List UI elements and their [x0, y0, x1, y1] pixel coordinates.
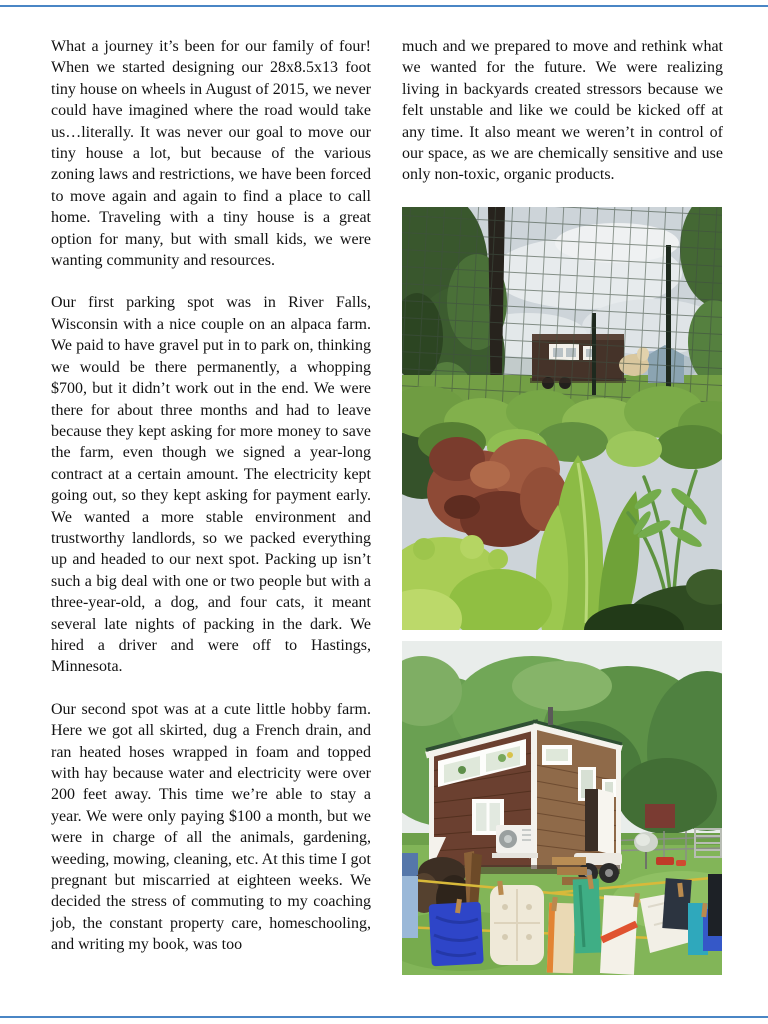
ac-unit	[492, 825, 538, 858]
open-door	[598, 789, 614, 855]
tiny-house-photo	[402, 641, 722, 975]
paragraph: Our first parking spot was in River Falls, Wisconsin with a nice couple on an alpaca farm. We paid to have gravel put in to park on, thinking we would be there permanently, a whopping $700, but it didn’t work out in the end. We were there for about three months and had to leave because they kept asking for more money to save the farm, even though we signed a year-long contract at a certain amount. The electricity kept going out, so they kept asking for payment early. We wanted a more stable environment and trustworthy landlords, so we packed everything up and headed to our next spot. Packing up isn’t such a big deal with one or two people but with a three-year-old, a dog, and four cats, it meant several late nights of packing in the dark. We hired a driver and were off to Hastings, Minnesota.	[51, 294, 371, 676]
paragraph: much and we prepared to move and rethink what we wanted for the future. We were realizing living in backyards created stressors because we felt unstable and like we could be kicked off at any time. It also meant we weren’t in control of our space, as we are chemically sensitive and use only non-toxic, organic products.	[402, 38, 723, 184]
doorway	[585, 789, 598, 851]
bottom-rule	[0, 1016, 768, 1018]
right-column	[402, 36, 723, 975]
stove-pipe	[548, 707, 553, 725]
paragraph: Our second spot was at a cute little hobby farm. Here we got all skirted, dug a French drain, and ran heated hoses wrapped in foam and topped with hay because water and electricity were over 200 feet away. This time we’re able to stay a year. We were only paying $100 a month, but we were in charge of all the animals, gardening, weeding, mowing, cleaning, etc. At this time I got pregnant but miscarried at eighteen weeks. We decided the stress of commuting to my coaching job, the constant property care, homeschooling, and writing my book, was too	[51, 700, 371, 954]
left-column	[51, 36, 371, 977]
background-building	[645, 804, 675, 828]
garden-photo	[402, 207, 722, 630]
top-rule	[0, 5, 768, 7]
paragraph: What a journey it’s been for our family of four! When we started designing our 28x8.5x13 foot tiny house on wheels in August of 2015, we never could have imagined where the road would take us…literally. It was never our goal to move our tiny house a lot, but because of the various zoning laws and restrictions, we have been forced to move again and again to find a place to call home. Traveling with a tiny house is a great option for many, but with small kids, we were wanting community and resources.	[51, 38, 371, 270]
